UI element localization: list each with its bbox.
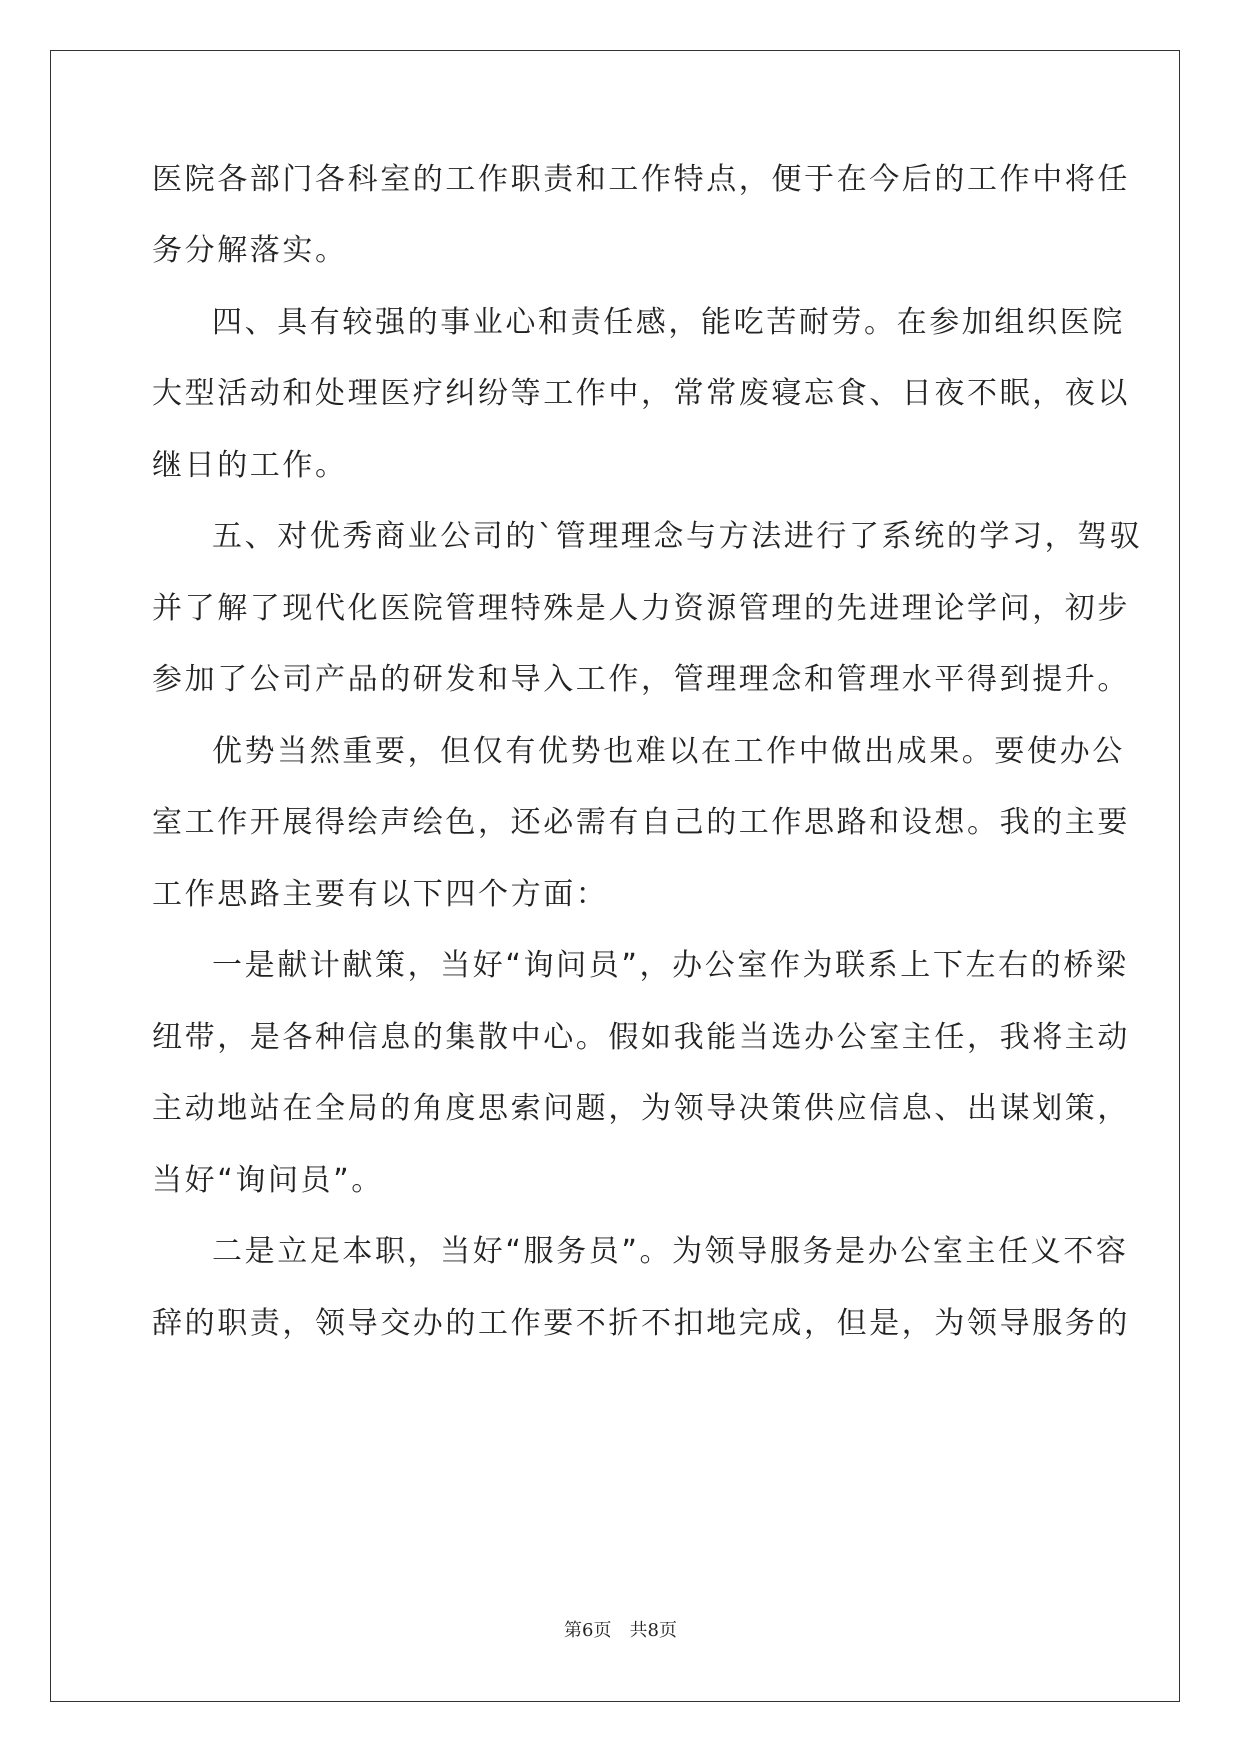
page-number-label: 第6页 共8页: [564, 1620, 677, 1641]
text-line: 二是立足本职，当好“服务员”。为领导服务是办公室主任义不容: [212, 1234, 1129, 1269]
text-line: 五、对优秀商业公司的`管理理念与方法进行了系统的学习，驾驭: [212, 519, 1143, 554]
text-line: 继日的工作。: [152, 448, 348, 483]
text-line: 纽带，是各种信息的集散中心。假如我能当选办公室主任，我将主动: [152, 1020, 1130, 1055]
text-line: 四、具有较强的事业心和责任感，能吃苦耐劳。在参加组织医院: [212, 305, 1125, 340]
text-line: 当好“询问员”。: [152, 1163, 384, 1198]
page-footer: [0, 1616, 1241, 1642]
text-line: 工作思路主要有以下四个方面：: [152, 877, 609, 912]
text-line: 并了解了现代化医院管理特殊是人力资源管理的先进理论学问，初步: [152, 591, 1130, 626]
text-line: 大型活动和处理医疗纠纷等工作中，常常废寝忘食、日夜不眠，夜以: [152, 376, 1130, 411]
text-line: 主动地站在全局的角度思索问题，为领导决策供应信息、出谋划策，: [152, 1091, 1130, 1126]
text-line: 优势当然重要，但仅有优势也难以在工作中做出成果。要使办公: [212, 734, 1125, 769]
text-line: 一是献计献策，当好“询问员”，办公室作为联系上下左右的桥梁: [212, 948, 1129, 983]
text-line: 辞的职责，领导交办的工作要不折不扣地完成，但是，为领导服务的: [152, 1306, 1130, 1341]
text-line: 务分解落实。: [152, 233, 348, 268]
text-line: 参加了公司产品的研发和导入工作，管理理念和管理水平得到提升。: [152, 662, 1130, 697]
text-line: 室工作开展得绘声绘色，还必需有自己的工作思路和设想。我的主要: [152, 805, 1130, 840]
text-line: 医院各部门各科室的工作职责和工作特点，便于在今后的工作中将任: [152, 162, 1130, 197]
